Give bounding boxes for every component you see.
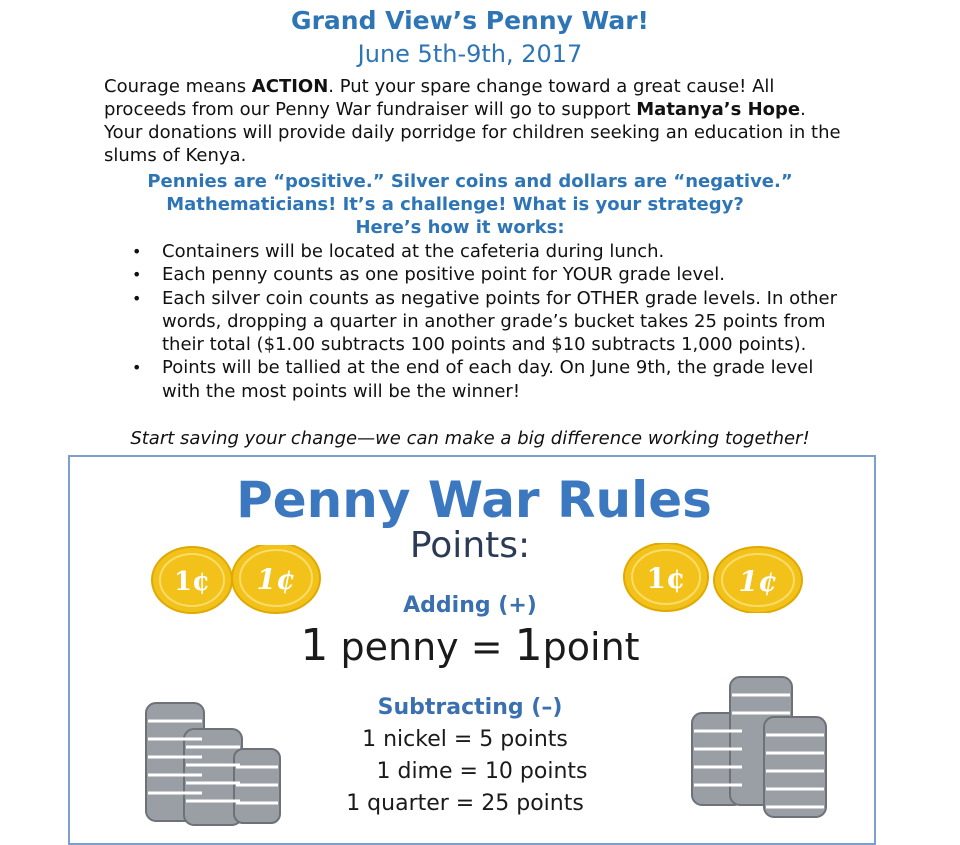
coin-label: 1¢ [738, 565, 778, 598]
rules-list [130, 240, 850, 403]
coin-label: 1¢ [173, 567, 211, 597]
list-item [130, 356, 850, 403]
rule-text: Containers will be located at the cafeteria during lunch. [162, 241, 665, 262]
highlight-pennies: Pennies are “positive.” Silver coins and dollars are “negative.” [147, 171, 793, 192]
penny-eq-left-word: penny = [340, 625, 503, 669]
intro-bold-action: ACTION [251, 76, 329, 97]
bullet: • [132, 358, 142, 378]
points-label: Points: [409, 525, 531, 566]
intro-text-3: . Your donations will provide daily porridge for children seeking an education in the slums of Kenya. [104, 99, 841, 166]
highlight-how-it-works: Here’s how it works: [355, 217, 565, 238]
intro-paragraph [104, 75, 844, 167]
bullet: • [132, 288, 142, 308]
intro-bold-charity: Matanya’s Hope [636, 99, 801, 120]
flyer-title: Grand View’s Penny War! [291, 6, 649, 35]
penny-eq-right-num: 1 [514, 620, 543, 671]
bullet: • [132, 265, 142, 285]
subtracting-label: Subtracting (–) [377, 695, 563, 720]
penny-eq-left-num: 1 [300, 620, 329, 671]
subtract-item-quarter: 1 quarter = 25 points [346, 791, 584, 816]
rule-text: Points will be tallied at the end of each day. On June 9th, the grade level with the most points will be the winner! [162, 357, 814, 402]
poster-title: Penny War Rules [236, 471, 712, 529]
intro-text-1: Courage means [104, 76, 252, 97]
rule-text: Each silver coin counts as negative points for OTHER grade levels. In other words, dropping a quarter in another grade’s bucket takes 25 points from their total ($1.00 subtracts 100 points and $10 subtracts 1,000 points). [162, 287, 838, 356]
adding-label: Adding (+) [403, 593, 537, 618]
coin-label: 1¢ [646, 562, 686, 595]
bullet: • [132, 242, 142, 261]
flyer-dates: June 5th-9th, 2017 [357, 40, 583, 68]
subtract-item-dime: 1 dime = 10 points [376, 759, 588, 784]
closing-line: Start saving your change—we can make a big difference working together! [130, 428, 810, 449]
rule-text: Each penny counts as one positive point for YOUR grade level. [162, 264, 725, 286]
list-item [130, 287, 850, 357]
coin-label: 1¢ [256, 563, 296, 596]
penny-eq-right-word: point [542, 625, 640, 669]
penny-equation [220, 620, 720, 671]
list-item [130, 240, 850, 263]
penny-coin-icon [618, 543, 818, 613]
silver-coin-stack-icon [690, 673, 840, 823]
subtract-item-nickel: 1 nickel = 5 points [362, 727, 568, 752]
list-item [130, 263, 850, 286]
highlight-challenge: Mathematicians! It’s a challenge! What is your strategy? [166, 194, 744, 215]
intro-text-2: . Put your spare change toward a great cause! All proceeds from our Penny War fundraiser will go to support [104, 76, 775, 120]
rules-poster [68, 455, 876, 845]
